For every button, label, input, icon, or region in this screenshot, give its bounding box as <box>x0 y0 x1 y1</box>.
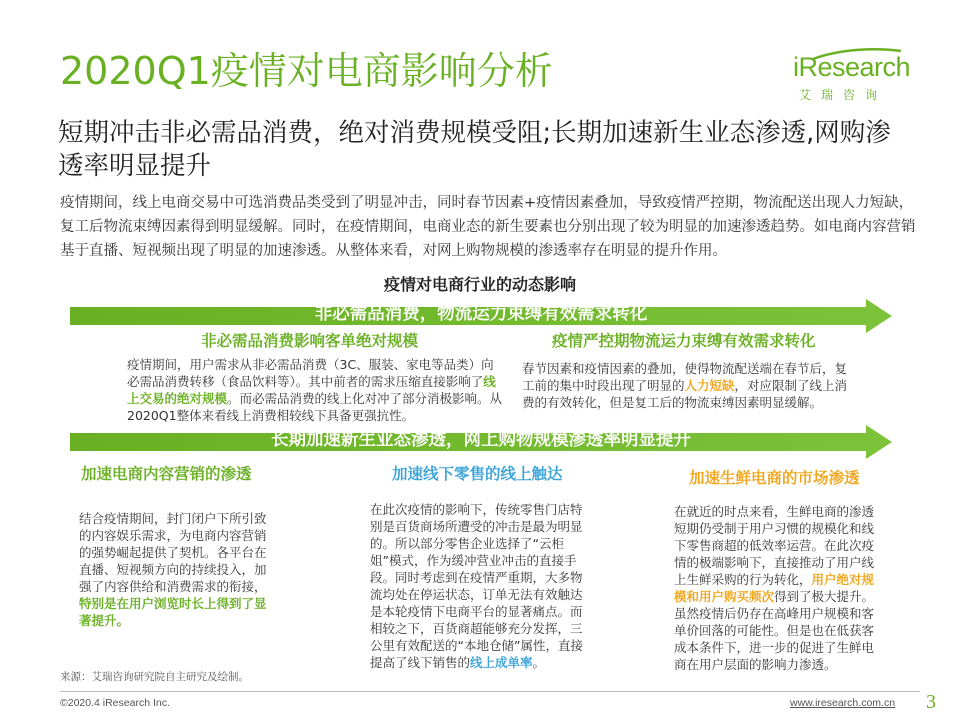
page-title: 2020Q1疫情对电商影响分析 <box>60 49 553 93</box>
logo-wordmark: iResearch <box>793 52 911 82</box>
iresearch-logo <box>793 46 918 116</box>
long-term-col2-heading: 加速线下零售的线上触达 <box>392 465 563 483</box>
long-term-arrow-label: 长期加速新生业态渗透，网上购物规模渗透率明显提升 <box>271 430 691 450</box>
highlight-text: 线上成单率 <box>470 655 533 670</box>
footer-divider <box>60 691 920 692</box>
highlight-text: 用户绝对规模和用户购买频次 <box>674 572 875 604</box>
copyright: ©2020.4 iResearch Inc. <box>60 697 170 709</box>
highlight-text: 线上交易的绝对规模 <box>127 374 496 406</box>
short-term-arrow-label: 非必需品消费，物流运力束缚有效需求转化 <box>314 304 648 324</box>
short-term-left-heading: 非必需品消费影响客单绝对规模 <box>201 332 419 350</box>
highlight-text: 特别是在用户浏览时长上得到了显著提升。 <box>79 596 267 628</box>
source-note: 来源：艾瑞咨询研究院自主研究及绘制。 <box>60 671 249 683</box>
subtitle: 短期冲击非必需品消费，绝对消费规模受阻;长期加速新生业态渗透,网购渗透率明显提升 <box>58 118 891 181</box>
short-term-right-heading: 疫情严控期物流运力束缚有效需求转化 <box>552 332 816 350</box>
long-term-col1-text: 结合疫情期间，封门闭户下所引致的内容娱乐需求，为电商内容营销的强势崛起提供了契机。各平台在直播、短视频方向的持续投入，加强了内容供给和消费需求的衔接，特别是在用户浏览时长上得到了显著提升。 <box>79 511 267 628</box>
website-link[interactable]: www.iresearch.com.cn <box>790 697 896 709</box>
long-term-col3-text: 在就近的时点来看，生鲜电商的渗透短期仍受制于用户习惯的规模化和线下零售商超的低效率运营。在此次疫情的极端影响下，直接推动了用户线上生鲜采购的行为转化，用户绝对规模和用户购买频次得到了极大提升。虽然疫情后仍存在高峰用户规模和客单价回落的可能性。但是也在低获客成本条件下，进一步的促进了生鲜电商在用户层面的影响力渗透。 <box>674 504 875 672</box>
logo-chinese: 艾瑞咨询 <box>799 88 888 102</box>
long-term-col2-text: 在此次疫情的影响下，传统零售门店特别是百货商场所遭受的冲击是最为明显的。所以部分零售企业选择了“云柜姐”模式，作为缓冲营业冲击的直接手段。同时考虑到在疫情严重期，大多物流均处在停运状态，订单无法有效触达是本轮疫情下电商平台的显著痛点。而相较之下，百货商超能够充分发挥，三公里有效配送的“本地仓储”属性，直接提高了线下销售的线上成单率。 <box>370 502 583 670</box>
short-term-left-text: 疫情期间，用户需求从非必需品消费（3C、服装、家电等品类）向必需品消费转移（食品饮料等）。其中前者的需求压缩直接影响了线上交易的绝对规模。而必需品消费的线上化对冲了部分消极影响。从2020Q1整体来看线上消费相较线下具备更强抗性。 <box>127 357 503 423</box>
page-number: 3 <box>926 691 936 713</box>
long-term-col3-heading: 加速生鲜电商的市场渗透 <box>689 469 860 487</box>
diagram-title: 疫情对电商行业的动态影响 <box>383 275 576 294</box>
long-term-arrow <box>70 425 892 459</box>
short-term-arrow <box>70 299 892 333</box>
long-term-col1-heading: 加速电商内容营销的渗透 <box>81 465 252 483</box>
highlight-text: 人力短缺 <box>684 378 735 393</box>
intro-paragraph: 疫情期间，线上电商交易中可选消费品类受到了明显冲击，同时春节因素+疫情因素叠加，导致疫情严控期，物流配送出现人力短缺，复工后物流束缚因素得到明显缓解。同时，在疫情期间，电商业态的新生要素也分别出现了较为明显的加速渗透趋势。如电商内容营销基于直播、短视频出现了明显的加速渗透。从整体来看，对网上购物规模的渗透率存在明显的提升作用。 <box>60 195 916 259</box>
short-term-right-text: 春节因素和疫情因素的叠加，使得物流配送端在春节后，复工前的集中时段出现了明显的人力短缺，对应限制了线上消费的有效转化，但是复工后的物流束缚因素明显缓解。 <box>522 361 848 410</box>
